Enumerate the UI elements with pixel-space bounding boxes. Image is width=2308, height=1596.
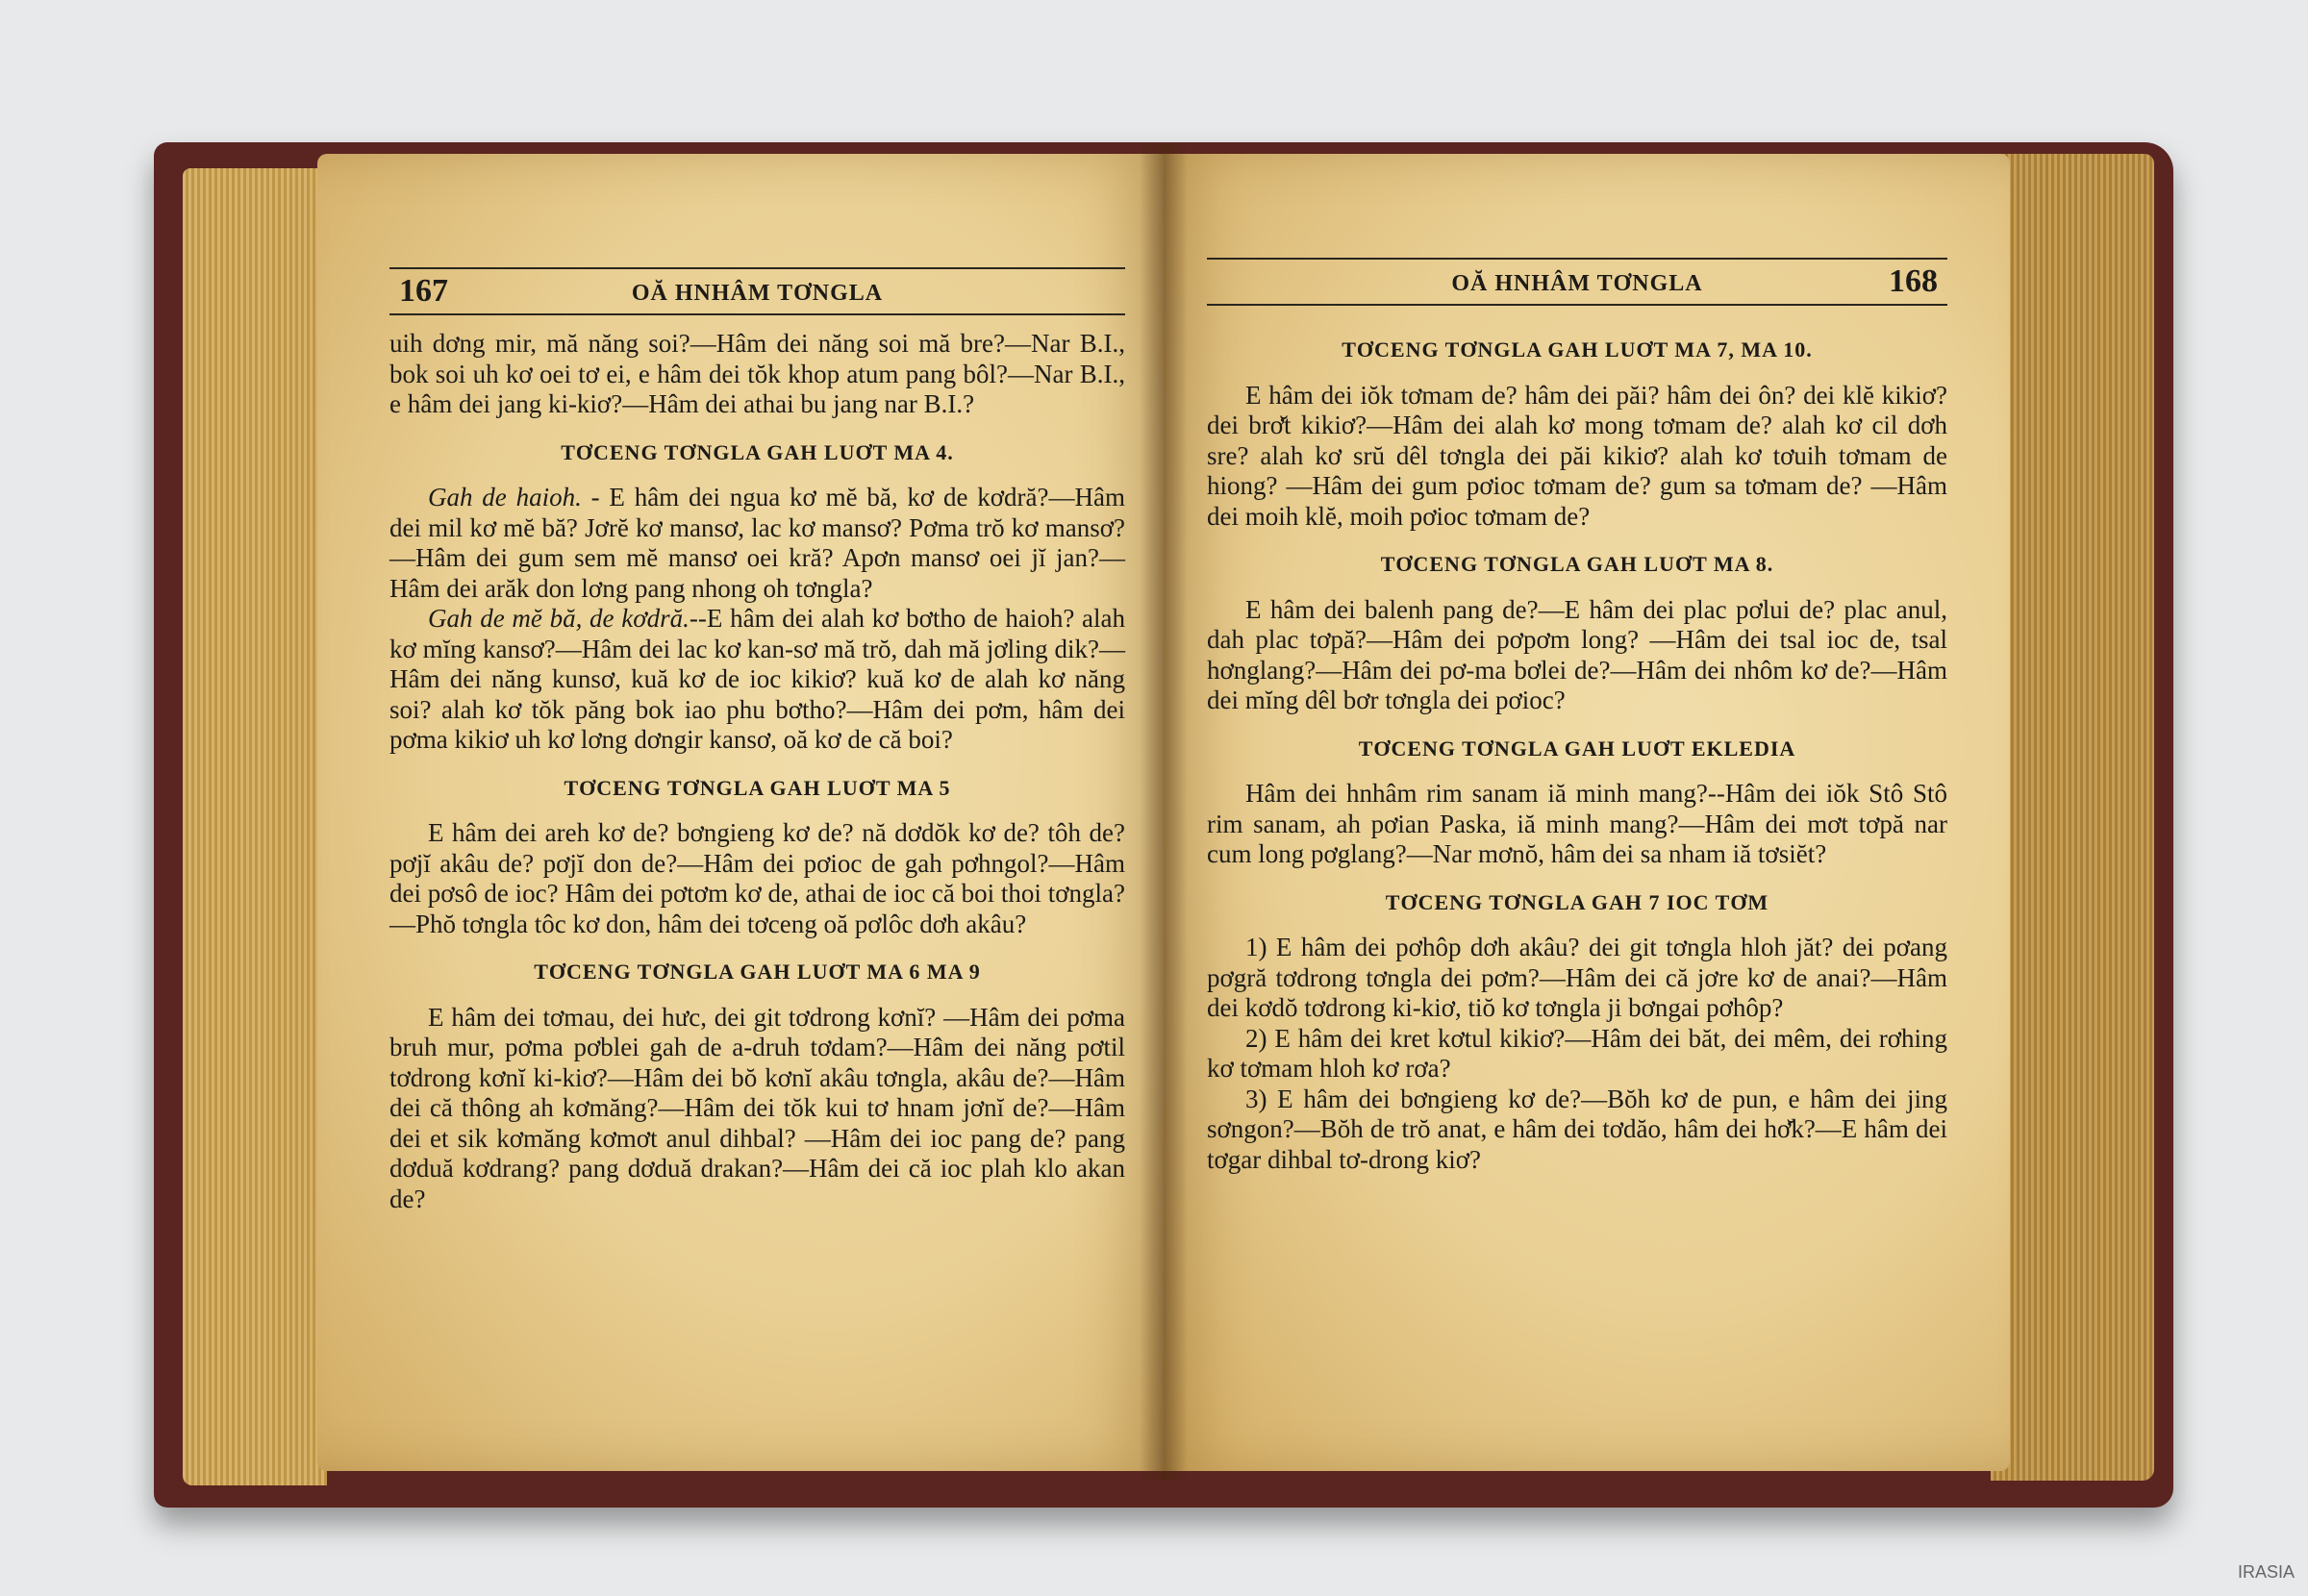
left-continuation: uih dơng mir, mă năng soi?—Hâm dei năng soi mă bre?—Nar B.I., bok soi uh kơ oei tơ ei, e hâm dei tŏk khop atum pang bôl?—Nar B.I., e hâm dei jang ki-kiơ?—Hâm dei athai bu jang nar B.I.? [389, 329, 1125, 418]
left-running-head: OĂ HNHÂM TƠNGLA [631, 281, 884, 306]
right-page-number: 168 [1889, 263, 1938, 299]
right-page-header [1207, 258, 1947, 306]
left-page-body [389, 329, 1125, 1214]
paragraph: E hâm dei iŏk tơmam de? hâm dei păi? hâm dei ôn? dei klĕ kikiơ? dei brơ̆t kikiơ?—Hâm dei alah kơ mong tơmam de? alah kơ cil dơh sre? alah kơ srŭ dêl tơngla dei păi kikiơ? alah kơ tơuih tơmam de hiong? —Hâm dei gum pơioc tơmam de? gum sa tơmam de? —Hâm dei moih klĕ, moih pơioc tơmam de? [1207, 380, 1947, 531]
paragraph: E hâm dei areh kơ de? bơngieng kơ de? nă dơdŏk kơ de? tôh de? pơjĭ akâu de? pơjĭ don de?—Hâm dei pơioc de gah pơhngol?—Hâm dei pơsô de ioc? Hâm dei pơtơm kơ de, athai de ioc că boi thoi tơngla? —Phŏ tơngla tôc kơ don, hâm dei tơceng oă pơlôc dơh akâu? [389, 818, 1125, 938]
book-gutter [1140, 144, 1188, 1481]
paragraph: Gah de mĕ bă, de kơdră.--E hâm dei alah kơ bơtho de haioh? alah kơ mĭng kansơ?—Hâm dei lac kơ kan-sơ mă trŏ, dah mă jơling dik?—Hâm dei năng kunsơ, kuă kơ de ioc kikiơ? kuă kơ de alah kơ năng soi? alah kơ tŏk păng bok iao phu bơtho?—Hâm dei pơm, hâm dei pơma kikiơ uh kơ lơng dơngir kansơ, oă kơ de că boi? [389, 604, 1125, 754]
page-edges-left [183, 168, 327, 1485]
section-heading: TƠCENG TƠNGLA GAH LUƠT MA 4. [561, 439, 954, 464]
paragraph: Gah de haioh. - E hâm dei ngua kơ mĕ bă, kơ de kơdră?—Hâm dei mil kơ mĕ bă? Jơrĕ kơ mansơ, lac kơ mansơ? Pơma trŏ kơ mansơ?—Hâm dei gum sem mĕ mansơ oei kră? Apơn mansơ oei jĭ jan?—Hâm dei arăk don lơng pang nhong oh tơngla? [389, 483, 1125, 603]
right-page-body [1207, 317, 1947, 1175]
section-heading: TƠCENG TƠNGLA GAH LUƠT MA 6 MA 9 [534, 960, 981, 984]
paragraph: E hâm dei balenh pang de?—E hâm dei plac pơlui de? plac anul, dah plac tơpă?—Hâm dei pơpơm long? —Hâm dei tsal ioc de, tsal hơnglang?—Hâm dei pơ-ma bơlei de?—Hâm dei nhôm kơ de?—Hâm dei mĭng dêl bơr tơngla dei pơioc? [1207, 594, 1947, 714]
section-heading: TƠCENG TƠNGLA GAH 7 IOC TƠM [1385, 889, 1769, 914]
page-edges-right [1991, 154, 2154, 1481]
left-page-number: 167 [399, 273, 448, 309]
right-page [1164, 154, 2010, 1471]
paragraph-lead: Gah de haioh. [428, 483, 582, 511]
section-heading: TƠCENG TƠNGLA GAH LUƠT MA 5 [564, 775, 951, 800]
paragraph: 1) E hâm dei pơhôp dơh akâu? dei git tơngla hloh jăt? dei pơang pơgră tơdrong tơngla dei pơm?—Hâm dei că jơre kơ de anai?—Hâm dei kơdŏ tơdrong ki-kiơ, tiŏ kơ tơngla ji bơngai pơhôp? [1207, 933, 1947, 1022]
section-heading: TƠCENG TƠNGLA GAH LUƠT MA 8. [1380, 552, 1774, 576]
paragraph: 2) E hâm dei kret kơtul kikiơ?—Hâm dei băt, dei mêm, dei rơhing kơ tơmam hloh kơ rơa? [1207, 1023, 1947, 1083]
section-heading: TƠCENG TƠNGLA GAH LUƠT MA 7, MA 10. [1342, 337, 1813, 362]
left-page-header [389, 267, 1125, 315]
left-page [317, 154, 1164, 1471]
section-heading: TƠCENG TƠNGLA GAH LUƠT EKLEDIA [1358, 736, 1796, 761]
right-running-head: OĂ HNHÂM TƠNGLA [1451, 271, 1703, 296]
paragraph: Hâm dei hnhâm rim sanam iă minh mang?--Hâm dei iŏk Stô Stô rim sanam, ah pơian Paska, iă minh mang?—Hâm dei mơt tơpă nar cum long pơglang?—Nar mơnŏ, hâm dei sa nham iă tơsiĕt? [1207, 779, 1947, 868]
paragraph: E hâm dei tơmau, dei hưc, dei git tơdrong kơnĭ? —Hâm dei pơma bruh mur, pơma pơblei gah de a-druh tơdam?—Hâm dei năng pơtil tơdrong kơnĭ ki-kiơ?—Hâm dei bŏ kơnĭ akâu tơngla, akâu de?—Hâm dei că thông ah kơmăng?—Hâm dei tŏk kui tơ hnam jơnĭ de?—Hâm dei et sik kơmăng kơmơt anul dihbal? —Hâm dei ioc pang de? pang dơduă kơdrang? pang dơduă drakan?—Hâm dei că ioc plah klo akan de? [389, 1002, 1125, 1213]
watermark: IRASIA [2237, 1562, 2295, 1582]
paragraph-lead: Gah de mĕ bă, de kơdră. [428, 604, 690, 633]
paragraph: 3) E hâm dei bơngieng kơ de?—Bŏh kơ de pun, e hâm dei jing sơngon?—Bŏh de trŏ anat, e hâm dei tơdăo, hâm dei hơ̆k?—E hâm dei tơgar dihbal tơ-drong kiơ? [1207, 1084, 1947, 1174]
